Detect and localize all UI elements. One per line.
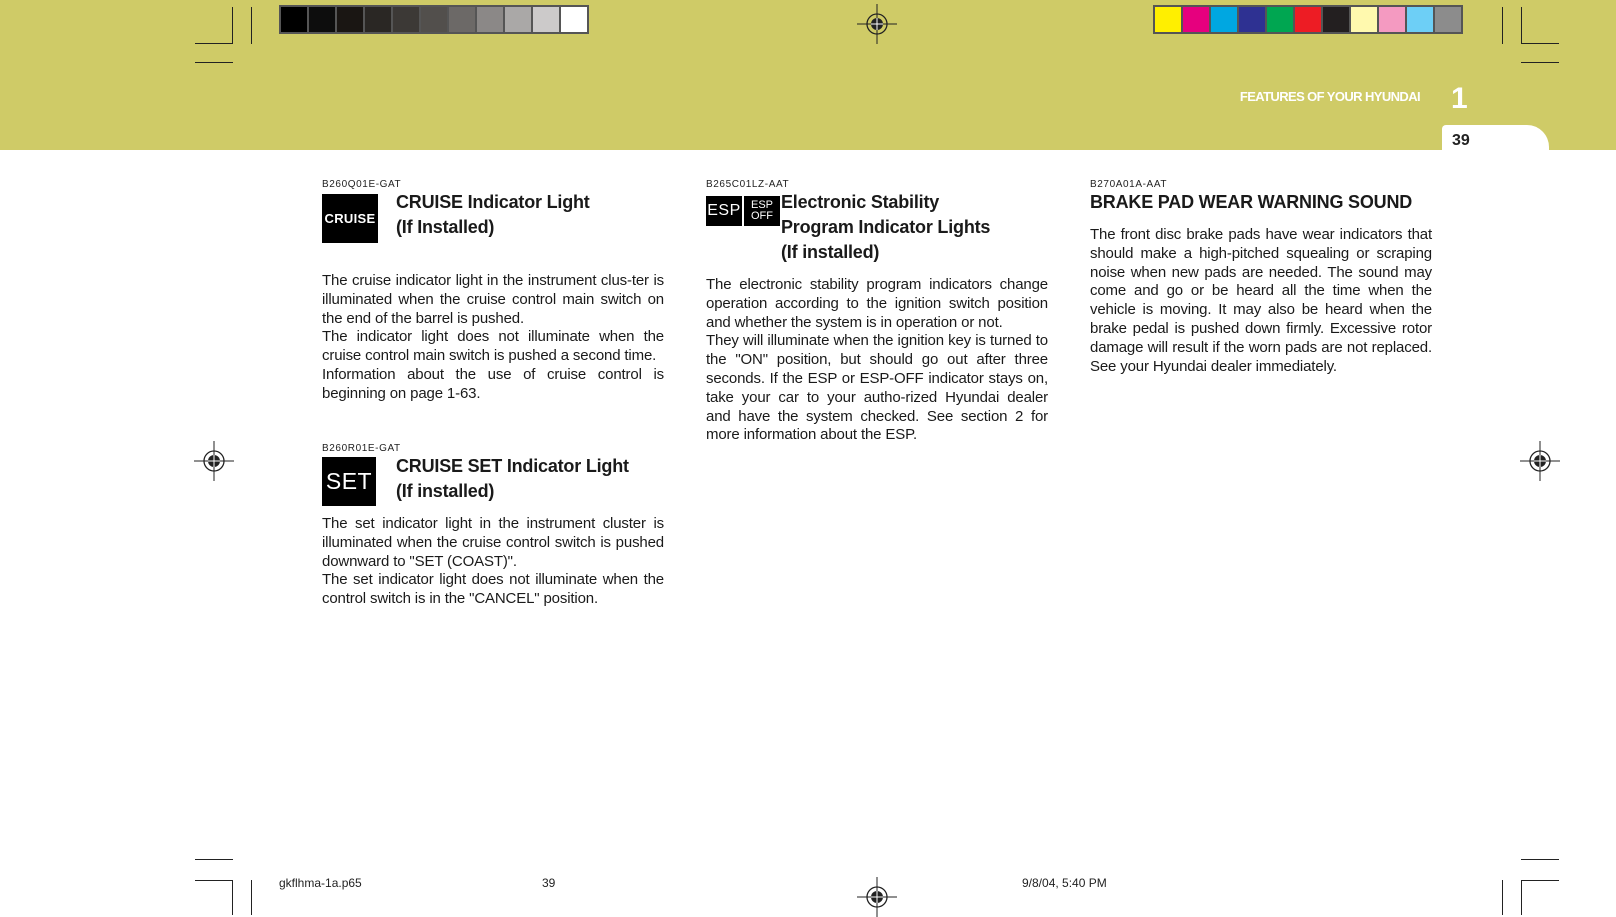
- color-swatch: [1351, 7, 1377, 32]
- registration-mark-icon: [857, 877, 897, 917]
- color-swatch: [281, 7, 307, 32]
- color-swatch: [449, 7, 475, 32]
- footer-page: 39: [542, 876, 556, 890]
- cruise-indicator-icon: CRUISE: [322, 194, 378, 243]
- page-number: 39: [1452, 132, 1470, 149]
- section-number: 1: [1451, 82, 1468, 115]
- section-heading: BRAKE PAD WEAR WARNING SOUND: [1090, 192, 1413, 212]
- esp-indicator-icon: ESP: [706, 196, 742, 226]
- grayscale-color-bar: [279, 5, 589, 34]
- color-swatch: [477, 7, 503, 32]
- color-swatch: [1379, 7, 1405, 32]
- color-swatch: [421, 7, 447, 32]
- section-code: B260R01E-GAT: [322, 443, 401, 454]
- footer-timestamp: 9/8/04, 5:40 PM: [1022, 876, 1107, 890]
- process-color-bar: [1153, 5, 1463, 34]
- color-swatch: [1435, 7, 1461, 32]
- registration-mark-icon: [194, 441, 234, 481]
- section-heading: CRUISE Indicator Light (If Installed): [396, 192, 590, 237]
- color-swatch: [1295, 7, 1321, 32]
- footer-filename: gkflhma-1a.p65: [279, 876, 362, 890]
- color-swatch: [365, 7, 391, 32]
- color-swatch: [1183, 7, 1209, 32]
- set-indicator-icon: SET: [322, 457, 376, 506]
- color-swatch: [505, 7, 531, 32]
- color-swatch: [1323, 7, 1349, 32]
- color-swatch: [561, 7, 587, 32]
- section-heading: CRUISE SET Indicator Light (If installed): [396, 456, 629, 501]
- color-swatch: [1239, 7, 1265, 32]
- section-body: The cruise indicator light in the instrument clus-ter is illuminated when the cruise control main switch on the end of the barrel is pushed. The indicator light does not illuminate when the cruise control main switch is pushed a second time. Information about the use of cruise control is beginning on page 1-63.: [322, 272, 664, 402]
- section-body: The electronic stability program indicators change operation according to the ignition switch position and whether the system is in operation or not. They will illuminate when the ignition key is turned to the "ON" position, but should go out after three seconds. If the ESP or ESP-OFF indicator stays on, take your car to your autho-rized Hyundai dealer and have the system checked. See section 2 for more information about the ESP.: [706, 276, 1048, 444]
- color-swatch: [393, 7, 419, 32]
- registration-mark-icon: [1520, 441, 1560, 481]
- registration-mark-icon: [857, 4, 897, 44]
- section-heading: Electronic Stability Program Indicator Lights (If installed): [781, 192, 991, 262]
- color-swatch: [1155, 7, 1181, 32]
- section-code: B265C01LZ-AAT: [706, 179, 790, 190]
- section-code: B270A01A-AAT: [1090, 179, 1168, 190]
- esp-off-indicator-icon: ESP OFF: [744, 196, 780, 226]
- color-swatch: [309, 7, 335, 32]
- color-swatch: [1267, 7, 1293, 32]
- color-swatch: [1211, 7, 1237, 32]
- section-code: B260Q01E-GAT: [322, 179, 402, 190]
- color-swatch: [1407, 7, 1433, 32]
- section-body: The set indicator light in the instrument cluster is illuminated when the cruise control switch is pushed downward to "SET (COAST)". The set indicator light does not illuminate when the control switch is in the "CANCEL" position.: [322, 515, 664, 608]
- section-label: FEATURES OF YOUR HYUNDAI: [1239, 89, 1420, 104]
- color-swatch: [337, 7, 363, 32]
- section-body: The front disc brake pads have wear indicators that should make a high-pitched squealing or scraping noise when new pads are needed. The sound may come and go or be heard all the time when the vehicle is moving. It may also be heard when the brake pedal is pushed down firmly. Excessive rotor damage will result if the worn pads are not replaced. See your Hyundai dealer immediately.: [1090, 226, 1432, 375]
- color-swatch: [533, 7, 559, 32]
